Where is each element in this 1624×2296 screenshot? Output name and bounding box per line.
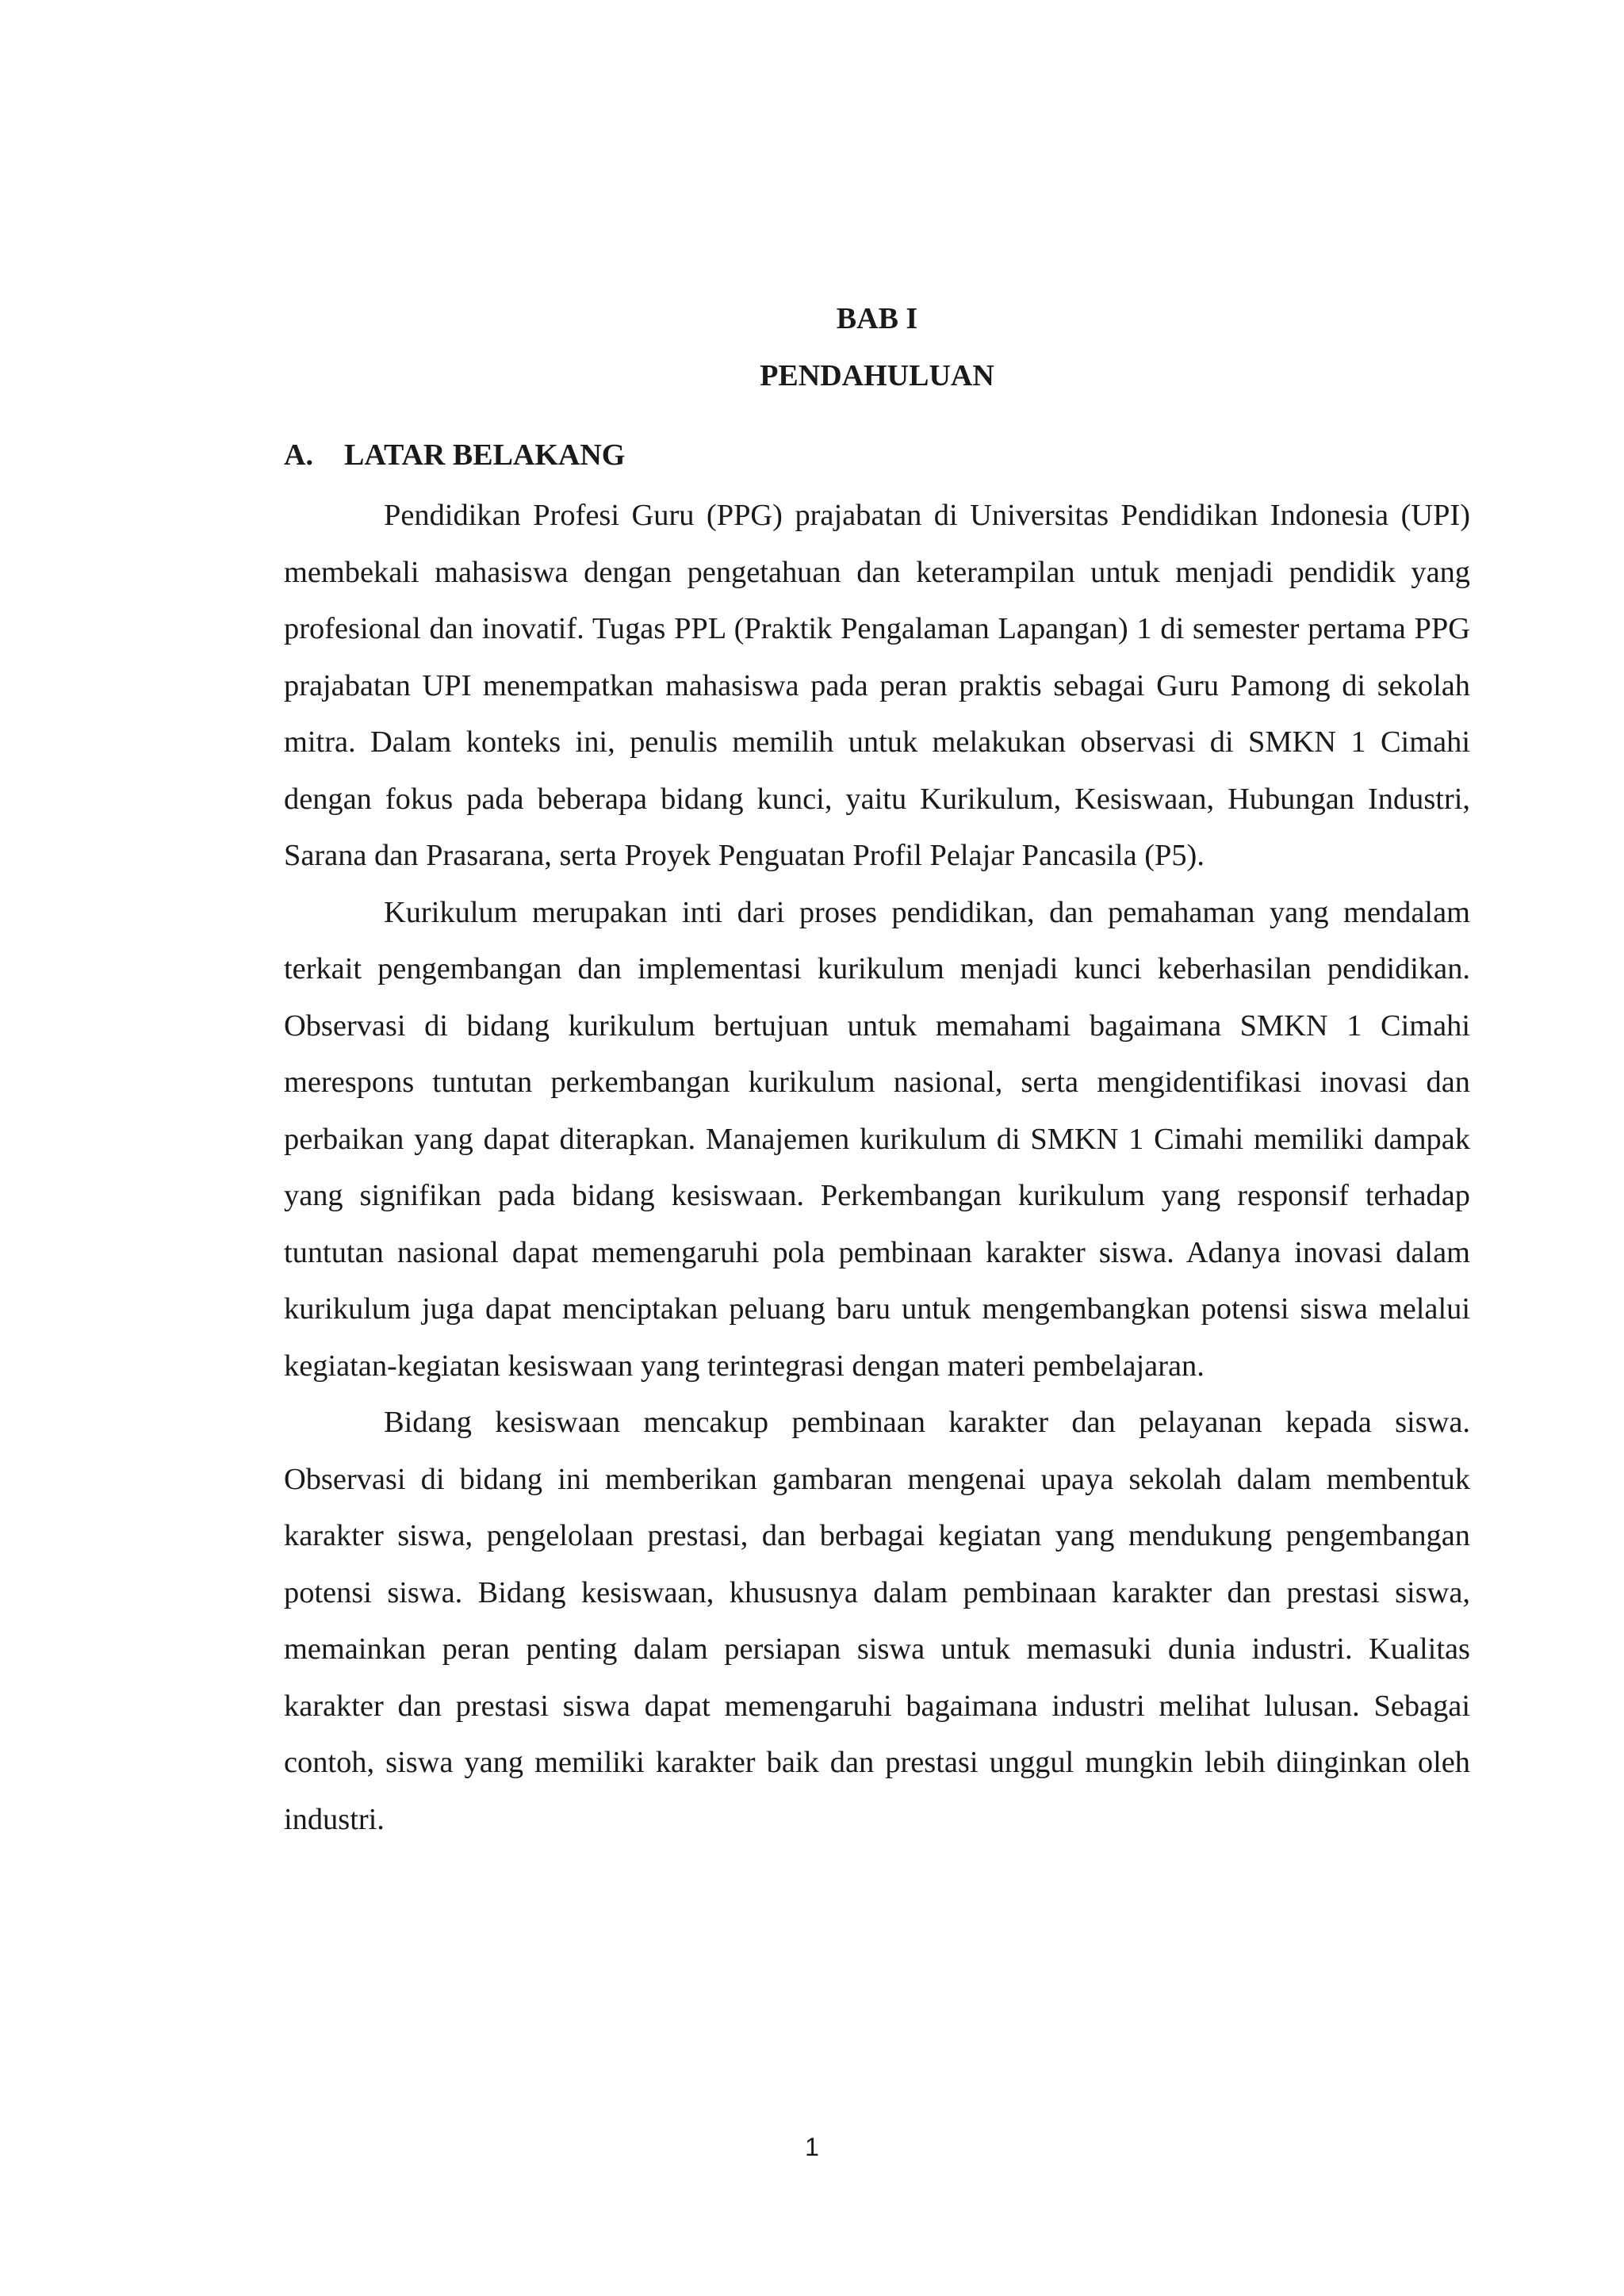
section-heading xyxy=(284,436,625,474)
paragraph: Bidang kesiswaan mencakup pembinaan karakter dan pelayanan kepada siswa. Observasi di bidang ini memberikan gambaran mengenai upaya sekolah dalam membentuk karakter siswa, pengelolaan prestasi, dan berbagai kegiatan yang mendukung pengembangan potensi siswa. Bidang kesiswaan, khususnya dalam pembinaan karakter dan prestasi siswa, memainkan peran penting dalam persiapan siswa untuk memasuki dunia industri. Kualitas karakter dan prestasi siswa dapat memengaruhi bagaimana industri melihat lulusan. Sebagai contoh, siswa yang memiliki karakter baik dan prestasi unggul mungkin lebih diinginkan oleh industri. xyxy=(284,1406,1470,1836)
paragraph: Pendidikan Profesi Guru (PPG) prajabatan di Universitas Pendidikan Indonesia (UPI) membekali mahasiswa dengan pengetahuan dan keterampilan untuk menjadi pendidik yang profesional dan inovatif. Tugas PPL (Praktik Pengalaman Lapangan) 1 di semester pertama PPG prajabatan UPI menempatkan mahasiswa pada peran praktis sebagai Guru Pamong di sekolah mitra. Dalam konteks ini, penulis memilih untuk melakukan observasi di SMKN 1 Cimahi dengan fokus pada beberapa bidang kunci, yaitu Kurikulum, Kesiswaan, Hubungan Industri, Sarana dan Prasarana, serta Proyek Penguatan Profil Pelajar Pancasila (P5). xyxy=(284,499,1470,872)
body-text xyxy=(284,488,1470,1848)
paragraph: Kurikulum merupakan inti dari proses pendidikan, dan pemahaman yang mendalam terkait pengembangan dan implementasi kurikulum menjadi kunci keberhasilan pendidikan. Observasi di bidang kurikulum bertujuan untuk memahami bagaimana SMKN 1 Cimahi merespons tuntutan perkembangan kurikulum nasional, serta mengidentifikasi inovasi dan perbaikan yang dapat diterapkan. Manajemen kurikulum di SMKN 1 Cimahi memiliki dampak yang signifikan pada bidang kesiswaan. Perkembangan kurikulum yang responsif terhadap tuntutan nasional dapat memengaruhi pola pembinaan karakter siswa. Adanya inovasi dalam kurikulum juga dapat menciptakan peluang baru untuk mengembangkan potensi siswa melalui kegiatan-kegiatan kesiswaan yang terintegrasi dengan materi pembelajaran. xyxy=(284,895,1470,1383)
section-letter: A. xyxy=(284,438,313,472)
section-title: LATAR BELAKANG xyxy=(344,438,626,472)
page-number: 1 xyxy=(805,2133,819,2161)
chapter-number: BAB I xyxy=(836,302,918,335)
chapter-title: PENDAHULUAN xyxy=(760,359,994,392)
